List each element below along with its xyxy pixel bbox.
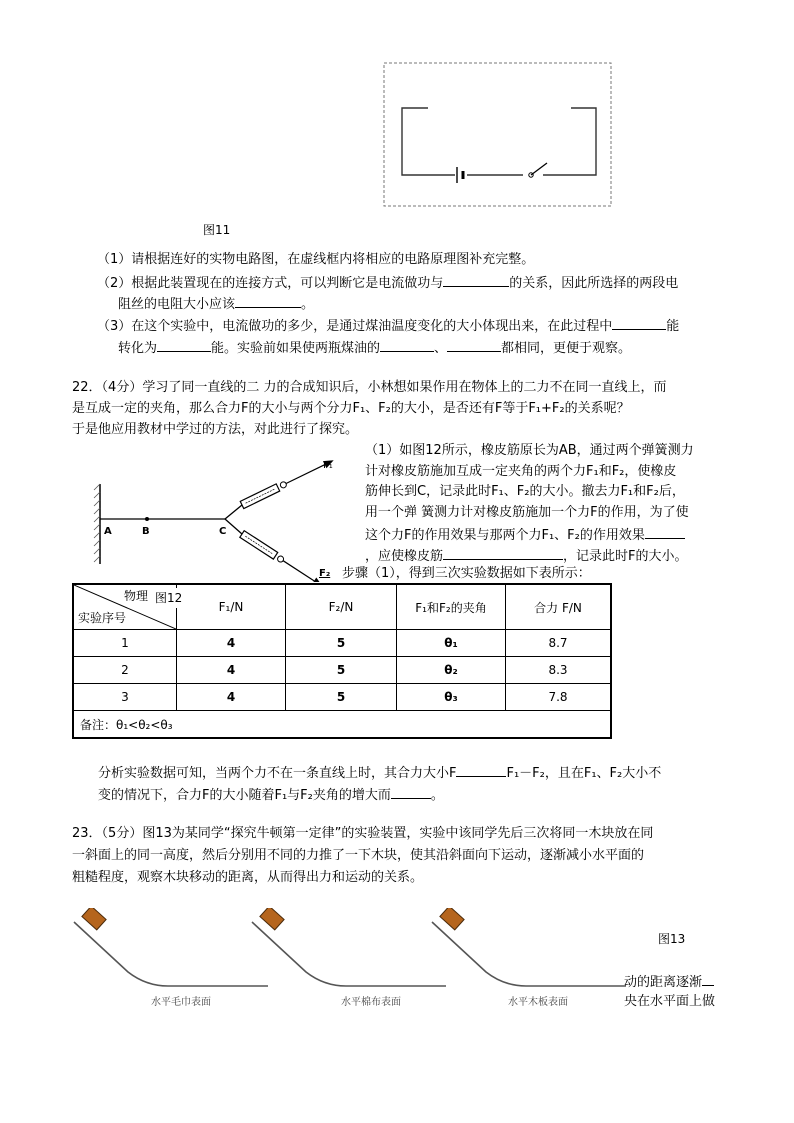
- header-wuli: 物理: [124, 589, 149, 603]
- cell-angle: θ₁: [397, 630, 506, 657]
- q23-line1: 23．（5分）图13为某同学“探究牛顿第一定律”的实验装置，实验中该同学先后三次将同一木块放在同: [72, 826, 654, 841]
- cell-f2: 5: [286, 657, 397, 684]
- table-row: [73, 630, 611, 657]
- cell-seq: 2: [73, 657, 177, 684]
- circuit-wire: [402, 108, 596, 175]
- answer-blank[interactable]: [380, 337, 434, 352]
- table-note-row: [73, 711, 611, 739]
- label-c: C: [219, 526, 227, 537]
- label-b: B: [142, 526, 150, 537]
- header-angle: F₁和F₂的夹角: [397, 584, 506, 630]
- header-f: 合力 F/N: [506, 584, 612, 630]
- q22-line2: 是互成一定的夹角，那么合力F的大小与两个分力F₁、F₂的大小，是否还有F等于F₁+F₂的关系呢？: [72, 401, 630, 416]
- q22-analysis-line2: 变的情况下，合力F的大小随着F₁与F₂夹角的增大而 。: [98, 784, 444, 806]
- band-fork: [225, 505, 242, 534]
- label-a: A: [104, 526, 112, 537]
- q22-analysis-line1: 分析实验数据可知，当两个力不在一条直线上时，其合力大小F F₁－F₂，且在F₁、F₂大小不: [98, 762, 661, 784]
- answer-blank[interactable]: [612, 315, 666, 330]
- q23-cut-line2: 央在水平面上做: [624, 994, 716, 1009]
- data-table: [72, 583, 612, 739]
- q22-step1-line3: 筋伸长到C，记录此时F₁、F₂的大小。撤去力F₁和F₂后，: [365, 484, 685, 499]
- answer-blank[interactable]: [456, 762, 506, 777]
- figure-11-circuit: [383, 62, 613, 208]
- point-b: [145, 517, 149, 521]
- q23-cut-line1: 动的距离逐渐: [624, 971, 714, 993]
- table-row: [73, 657, 611, 684]
- answer-blank[interactable]: [443, 545, 563, 560]
- cell-angle: θ₂: [397, 657, 506, 684]
- q21-part2-line1: （2）根据此装置现在的连接方式，可以判断它是电流做功与 的关系，因此所选择的两段电: [97, 272, 678, 294]
- wooden-block: [260, 908, 284, 930]
- cell-f1: 4: [177, 630, 286, 657]
- answer-blank[interactable]: [157, 337, 211, 352]
- cell-seq: 3: [73, 684, 177, 711]
- answer-blank[interactable]: [447, 337, 501, 352]
- cell-f1: 4: [177, 684, 286, 711]
- q23-line3: 粗糙程度，观察木块移动的距离，从而得出力和运动的关系。: [72, 870, 424, 885]
- dashed-answer-box: [384, 63, 611, 206]
- answer-blank[interactable]: [235, 293, 301, 308]
- label-f1: F₁: [323, 460, 333, 471]
- q22-step1-line5: 这个力F的作用效果与那两个力F₁、F₂的作用效果: [365, 524, 685, 546]
- table-header-row: [73, 584, 611, 630]
- q21-part3-line1: （3）在这个实验中，电流做功的多少，是通过煤油温度变化的大小体现出来，在此过程中 能: [97, 315, 679, 337]
- wooden-block: [440, 908, 464, 930]
- q22-step1-line4: 用一个弹 簧测力计对橡皮筋施加一个力F的作用，为了使: [365, 505, 689, 520]
- header-f2: F₂/N: [286, 584, 397, 630]
- q23-line2: 一斜面上的同一高度，然后分别用不同的力推了一下木块，使其沿斜面向下运动，逐渐减小水平面的: [72, 848, 645, 863]
- surface-label-cotton: 水平棉布表面: [341, 997, 401, 1008]
- cell-f: 7.8: [506, 684, 612, 711]
- q22-step1-line1: （1）如图12所示，橡皮筋原长为AB，通过两个弹簧测力: [365, 443, 694, 458]
- ramp-3: [432, 908, 626, 986]
- switch-lever: [531, 163, 547, 175]
- table-row: [73, 684, 611, 711]
- cell-f1: 4: [177, 657, 286, 684]
- header-seq: 实验序号: [78, 611, 127, 625]
- cell-seq: 1: [73, 630, 177, 657]
- surface-label-towel: 水平毛巾表面: [151, 997, 211, 1008]
- q21-part1: （1）请根据连好的实物电路图，在虚线框内将相应的电路原理图补充完整。: [97, 252, 535, 267]
- figure-12-diagram: [92, 452, 352, 582]
- label-f2: F₂: [319, 568, 331, 579]
- answer-blank[interactable]: [702, 971, 714, 986]
- answer-blank[interactable]: [645, 524, 685, 539]
- cell-f2: 5: [286, 630, 397, 657]
- q21-part3-line2: 转化为 能。实验前如果使两瓶煤油的 、 都相同，更便于观察。: [118, 337, 631, 359]
- cell-f2: 5: [286, 684, 397, 711]
- figure-12-caption: 图12: [155, 588, 182, 608]
- q22-line3: 于是他应用教材中学过的方法，对此进行了探究。: [72, 422, 359, 437]
- surface-label-board: 水平木板表面: [508, 997, 568, 1008]
- figure-11-caption: 图11: [203, 223, 231, 237]
- q22-step-intro: 步骤（1），得到三次实验数据如下表所示：: [342, 566, 591, 581]
- q22-line1: 22．（4分）学习了同一直线的二 力的合成知识后，小林想如果作用在物体上的二力不在同一直线上，而: [72, 380, 667, 395]
- spring-scale-lower: [240, 531, 325, 582]
- q22-step1-line6: ，应使橡皮筋 ，记录此时F的大小。: [365, 545, 688, 567]
- ramp-1: [74, 908, 268, 986]
- answer-blank[interactable]: [391, 784, 431, 799]
- cell-f: 8.3: [506, 657, 612, 684]
- header-f1: F₁/N: [177, 584, 286, 630]
- ramp-2: [252, 908, 446, 986]
- figure-13-caption: 图13: [658, 932, 686, 946]
- spring-scale-upper: [240, 457, 335, 509]
- table-note: 备注：θ₁<θ₂<θ₃: [73, 711, 611, 739]
- cell-f: 8.7: [506, 630, 612, 657]
- q22-step1-line2: 计对橡皮筋施加互成一定夹角的两个力F₁和F₂，使橡皮: [365, 464, 677, 479]
- cell-angle: θ₃: [397, 684, 506, 711]
- wall-hatching: [94, 484, 100, 562]
- answer-blank[interactable]: [443, 272, 509, 287]
- wooden-block: [82, 908, 106, 930]
- q21-part2-line2: 阻丝的电阻大小应该 。: [118, 293, 314, 315]
